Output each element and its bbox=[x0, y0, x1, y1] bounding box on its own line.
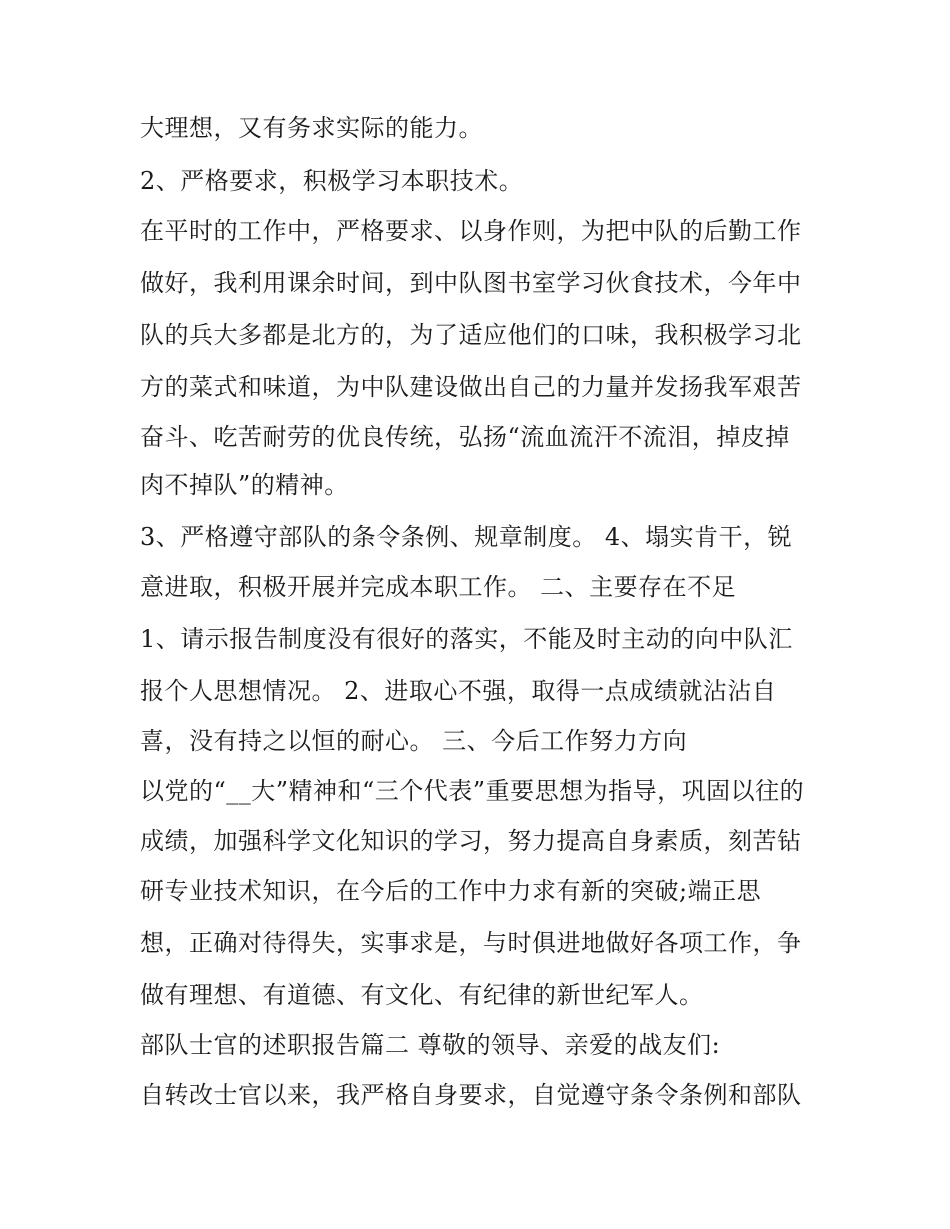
text-line: 肉不掉队”的精神。 bbox=[140, 471, 349, 499]
text-line: 做好，我利用课余时间，到中队图书室学习伙食技术，今年中 bbox=[140, 269, 802, 297]
text-line: 做有理想、有道德、有文化、有纪律的新世纪军人。 bbox=[140, 981, 704, 1009]
text-line: 大理想，又有务求实际的能力。 bbox=[140, 114, 483, 142]
text-line: 部队士官的述职报告篇二 尊敬的领导、亲爱的战友们: bbox=[140, 1031, 721, 1059]
text-line: 队的兵大多都是北方的，为了适应他们的口味，我积极学习北 bbox=[140, 321, 802, 349]
text-line: 研专业技术知识，在今后的工作中力求有新的突破;端正思 bbox=[140, 877, 762, 905]
text-line: 成绩，加强科学文化知识的学习，努力提高自身素质，刻苦钻 bbox=[140, 827, 802, 855]
text-line: 以党的“__大”精神和“三个代表”重要思想为指导，巩固以往的 bbox=[140, 777, 805, 805]
text-line: 2、严格要求，积极学习本职技术。 bbox=[140, 167, 524, 195]
text-line: 奋斗、吃苦耐劳的优良传统，弘扬“流血流汗不流泪，掉皮掉 bbox=[140, 423, 790, 451]
text-line: 想，正确对待得失，实事求是，与时俱进地做好各项工作，争 bbox=[140, 929, 802, 957]
text-line: 报个人思想情况。 2、进取心不强，取得一点成绩就沾沾自 bbox=[140, 677, 777, 705]
text-line: 3、严格遵守部队的条令条例、规章制度。 4、塌实肯干，锐 bbox=[140, 523, 793, 551]
text-line: 方的菜式和味道，为中队建设做出自己的力量并发扬我军艰苦 bbox=[140, 373, 802, 401]
text-line: 喜，没有持之以恒的耐心。 三、今后工作努力方向 bbox=[140, 727, 688, 755]
text-line: 在平时的工作中，严格要求、以身作则，为把中队的后勤工作 bbox=[140, 217, 802, 245]
text-line: 意进取，积极开展并完成本职工作。 二、主要存在不足 bbox=[140, 573, 737, 601]
text-line: 自转改士官以来，我严格自身要求，自觉遵守条令条例和部队 bbox=[140, 1081, 802, 1109]
text-line: 1、请示报告制度没有很好的落实，不能及时主动的向中队汇 bbox=[140, 625, 793, 653]
